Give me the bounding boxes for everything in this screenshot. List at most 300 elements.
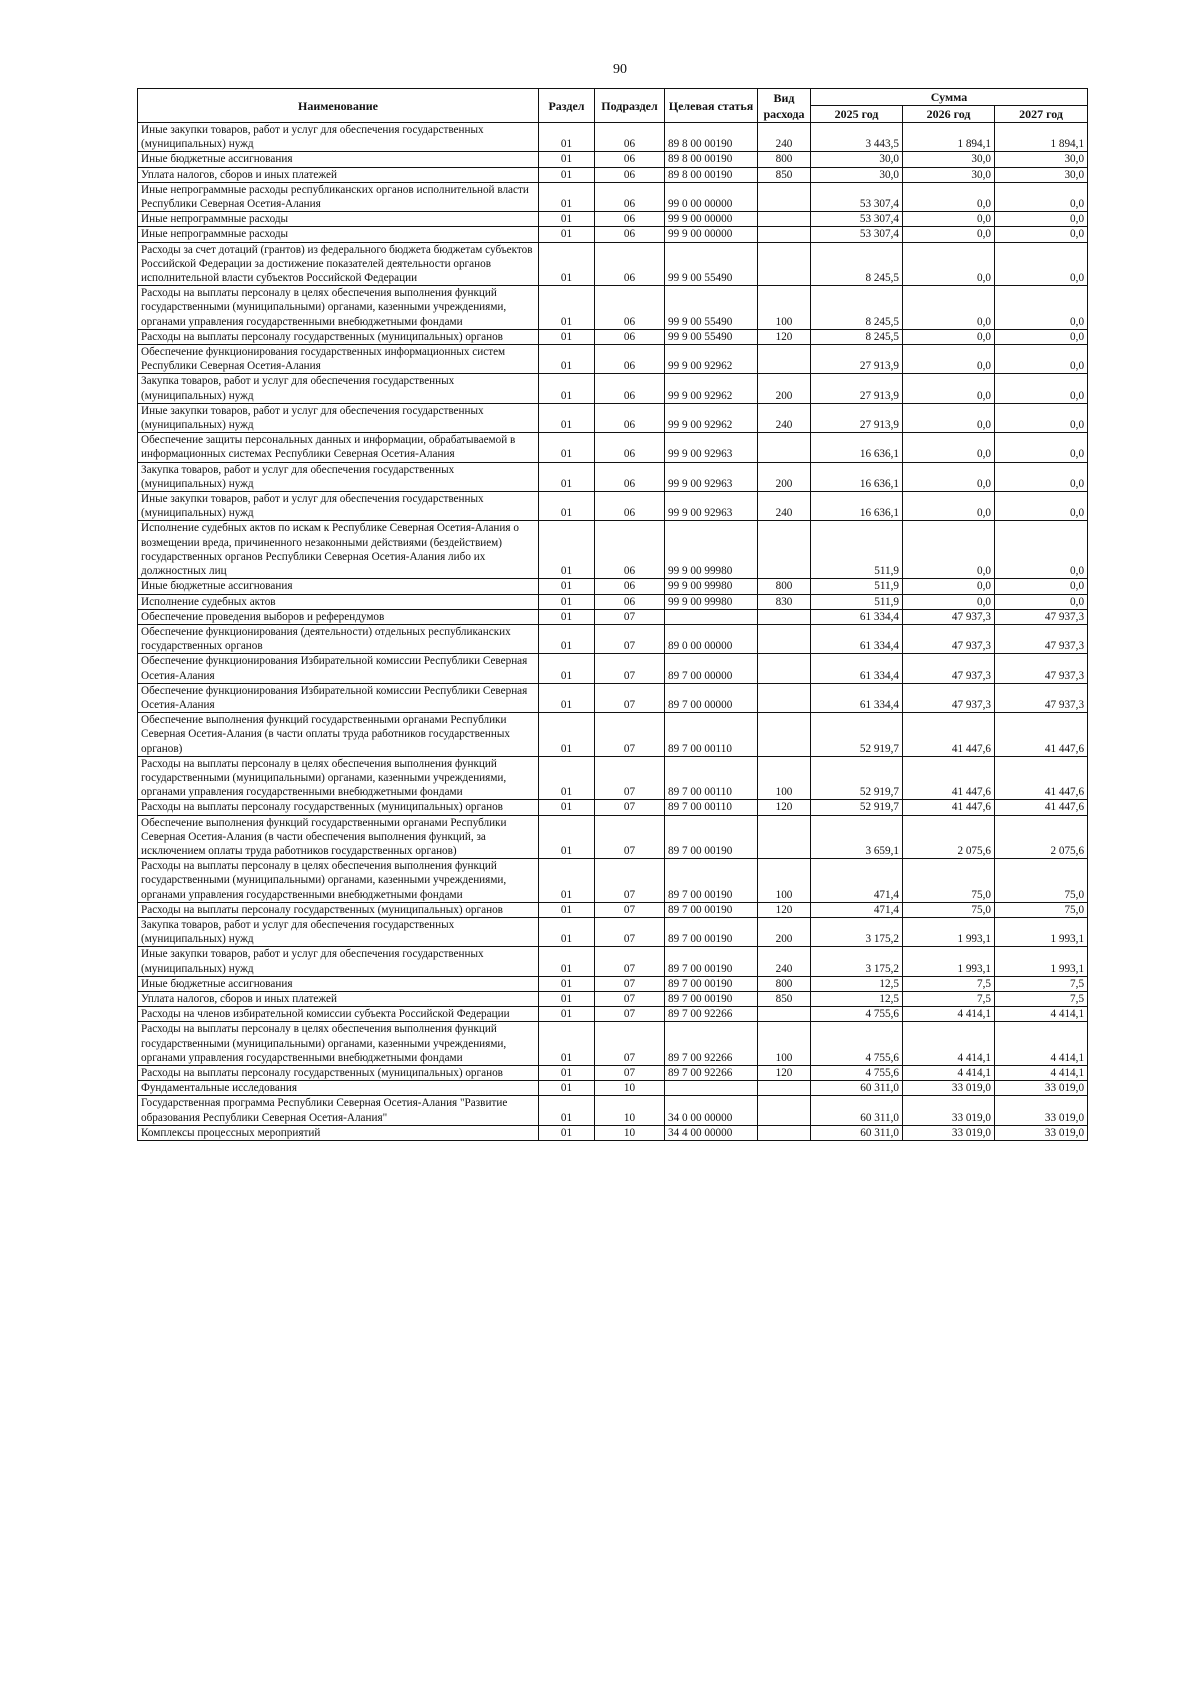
cell-2026: 0,0 (903, 242, 995, 286)
cell-podrazdel: 06 (595, 242, 665, 286)
cell-name: Закупка товаров, работ и услуг для обеспечения государственных (муниципальных) нужд (138, 917, 539, 946)
table-row (138, 654, 1088, 683)
cell-2025: 30,0 (811, 152, 903, 167)
cell-celevaya: 89 7 00 92266 (665, 1007, 758, 1022)
cell-celevaya: 89 8 00 00190 (665, 167, 758, 182)
cell-vid: 200 (758, 917, 811, 946)
cell-podrazdel: 06 (595, 345, 665, 374)
cell-podrazdel: 07 (595, 683, 665, 712)
cell-razdel: 01 (539, 521, 595, 579)
cell-2026: 41 447,6 (903, 756, 995, 800)
cell-podrazdel: 10 (595, 1081, 665, 1096)
cell-podrazdel: 06 (595, 123, 665, 152)
cell-2025: 16 636,1 (811, 462, 903, 491)
header-2027: 2027 год (995, 106, 1088, 123)
cell-celevaya: 89 7 00 00190 (665, 859, 758, 903)
cell-celevaya: 89 7 00 00110 (665, 800, 758, 815)
cell-2026: 30,0 (903, 152, 995, 167)
cell-razdel: 01 (539, 815, 595, 859)
cell-vid (758, 521, 811, 579)
cell-2025: 3 443,5 (811, 123, 903, 152)
cell-vid (758, 433, 811, 462)
cell-name: Исполнение судебных актов по искам к Республике Северная Осетия-Алания о возмещении вреда, причиненного незаконными действиями (бездействием) государственных органов Республики Северная Осетия-Алания либо их должностных лиц (138, 521, 539, 579)
cell-celevaya: 89 7 00 00190 (665, 976, 758, 991)
cell-2026: 4 414,1 (903, 1007, 995, 1022)
cell-celevaya: 99 9 00 00000 (665, 227, 758, 242)
cell-podrazdel: 06 (595, 403, 665, 432)
cell-2027: 0,0 (995, 345, 1088, 374)
cell-2027: 7,5 (995, 976, 1088, 991)
cell-name: Иные бюджетные ассигнования (138, 152, 539, 167)
cell-podrazdel: 06 (595, 492, 665, 521)
header-summa: Сумма (811, 89, 1088, 106)
cell-name: Обеспечение функционирования Избирательной комиссии Республики Северная Осетия-Алания (138, 654, 539, 683)
table-row (138, 1007, 1088, 1022)
cell-celevaya (665, 1081, 758, 1096)
cell-2025: 8 245,5 (811, 242, 903, 286)
table-row (138, 624, 1088, 653)
table-row (138, 756, 1088, 800)
cell-2027: 0,0 (995, 492, 1088, 521)
cell-vid: 120 (758, 800, 811, 815)
cell-celevaya: 89 7 00 00190 (665, 902, 758, 917)
cell-name: Уплата налогов, сборов и иных платежей (138, 167, 539, 182)
cell-2026: 4 414,1 (903, 1022, 995, 1066)
cell-podrazdel: 10 (595, 1125, 665, 1140)
cell-2025: 8 245,5 (811, 329, 903, 344)
cell-name: Обеспечение защиты персональных данных и информации, обрабатываемой в информационных системах Республики Северная Осетия-Алания (138, 433, 539, 462)
cell-2026: 0,0 (903, 594, 995, 609)
cell-2027: 0,0 (995, 374, 1088, 403)
cell-razdel: 01 (539, 1022, 595, 1066)
table-row (138, 902, 1088, 917)
cell-celevaya: 99 9 00 00000 (665, 212, 758, 227)
cell-vid: 120 (758, 902, 811, 917)
cell-vid (758, 1096, 811, 1125)
cell-vid (758, 713, 811, 757)
cell-vid: 100 (758, 756, 811, 800)
cell-name: Обеспечение выполнения функций государственными органами Республики Северная Осетия-Алания (в части оплаты труда работников государственных органов) (138, 713, 539, 757)
cell-2025: 53 307,4 (811, 227, 903, 242)
cell-podrazdel: 06 (595, 521, 665, 579)
cell-vid: 240 (758, 947, 811, 976)
cell-2027: 0,0 (995, 594, 1088, 609)
table-row (138, 403, 1088, 432)
cell-name: Иные закупки товаров, работ и услуг для обеспечения государственных (муниципальных) нужд (138, 492, 539, 521)
cell-name: Обеспечение проведения выборов и референдумов (138, 609, 539, 624)
cell-2025: 16 636,1 (811, 433, 903, 462)
cell-podrazdel: 06 (595, 594, 665, 609)
cell-vid: 240 (758, 123, 811, 152)
cell-2025: 511,9 (811, 521, 903, 579)
cell-celevaya: 34 0 00 00000 (665, 1096, 758, 1125)
table-row (138, 1125, 1088, 1140)
cell-name: Расходы на выплаты персоналу в целях обеспечения выполнения функций государственными (муниципальными) органами, казенными учреждениями, органами управления государственными внебюджетными фондами (138, 1022, 539, 1066)
cell-razdel: 01 (539, 462, 595, 491)
cell-vid (758, 654, 811, 683)
cell-podrazdel: 07 (595, 1022, 665, 1066)
cell-podrazdel: 06 (595, 182, 665, 211)
cell-razdel: 01 (539, 683, 595, 712)
cell-2027: 33 019,0 (995, 1081, 1088, 1096)
cell-vid (758, 683, 811, 712)
cell-2027: 47 937,3 (995, 683, 1088, 712)
cell-2027: 0,0 (995, 242, 1088, 286)
cell-vid: 850 (758, 991, 811, 1006)
cell-razdel: 01 (539, 152, 595, 167)
cell-vid (758, 1007, 811, 1022)
cell-2025: 30,0 (811, 167, 903, 182)
cell-vid: 240 (758, 403, 811, 432)
cell-2027: 1 993,1 (995, 947, 1088, 976)
cell-razdel: 01 (539, 947, 595, 976)
cell-2027: 30,0 (995, 167, 1088, 182)
cell-celevaya: 89 7 00 00190 (665, 917, 758, 946)
cell-razdel: 01 (539, 902, 595, 917)
cell-razdel: 01 (539, 167, 595, 182)
cell-2026: 1 894,1 (903, 123, 995, 152)
cell-2025: 8 245,5 (811, 286, 903, 330)
cell-name: Закупка товаров, работ и услуг для обеспечения государственных (муниципальных) нужд (138, 462, 539, 491)
cell-2027: 0,0 (995, 579, 1088, 594)
cell-2027: 7,5 (995, 991, 1088, 1006)
cell-2027: 0,0 (995, 403, 1088, 432)
cell-name: Иные закупки товаров, работ и услуг для обеспечения государственных (муниципальных) нужд (138, 947, 539, 976)
cell-2026: 1 993,1 (903, 917, 995, 946)
cell-podrazdel: 06 (595, 286, 665, 330)
cell-celevaya: 34 4 00 00000 (665, 1125, 758, 1140)
cell-2026: 4 414,1 (903, 1066, 995, 1081)
cell-2027: 30,0 (995, 152, 1088, 167)
cell-podrazdel: 06 (595, 462, 665, 491)
cell-name: Иные закупки товаров, работ и услуг для обеспечения государственных (муниципальных) нужд (138, 123, 539, 152)
cell-2025: 53 307,4 (811, 212, 903, 227)
cell-celevaya: 99 9 00 92963 (665, 492, 758, 521)
cell-podrazdel: 07 (595, 859, 665, 903)
table-row (138, 594, 1088, 609)
cell-celevaya: 99 9 00 92962 (665, 345, 758, 374)
cell-2027: 47 937,3 (995, 654, 1088, 683)
cell-celevaya: 99 0 00 00000 (665, 182, 758, 211)
cell-vid: 830 (758, 594, 811, 609)
cell-2025: 4 755,6 (811, 1066, 903, 1081)
cell-podrazdel: 07 (595, 609, 665, 624)
cell-2026: 75,0 (903, 859, 995, 903)
cell-name: Обеспечение выполнения функций государственными органами Республики Северная Осетия-Алания (в части обеспечения выполнения функций, за исключением оплаты труда работников государственных органов) (138, 815, 539, 859)
table-row (138, 917, 1088, 946)
table-row (138, 182, 1088, 211)
cell-2027: 1 894,1 (995, 123, 1088, 152)
cell-2026: 0,0 (903, 286, 995, 330)
cell-2027: 47 937,3 (995, 609, 1088, 624)
header-2026: 2026 год (903, 106, 995, 123)
cell-vid (758, 242, 811, 286)
cell-2025: 4 755,6 (811, 1007, 903, 1022)
cell-celevaya: 89 7 00 00000 (665, 654, 758, 683)
cell-vid: 800 (758, 976, 811, 991)
cell-vid: 200 (758, 462, 811, 491)
cell-2026: 0,0 (903, 345, 995, 374)
cell-razdel: 01 (539, 756, 595, 800)
cell-celevaya: 89 8 00 00190 (665, 152, 758, 167)
cell-vid (758, 227, 811, 242)
table-row (138, 579, 1088, 594)
cell-podrazdel: 07 (595, 815, 665, 859)
cell-2025: 3 175,2 (811, 947, 903, 976)
table-row (138, 492, 1088, 521)
table-row (138, 609, 1088, 624)
cell-celevaya: 89 8 00 00190 (665, 123, 758, 152)
cell-2027: 75,0 (995, 859, 1088, 903)
table-row (138, 374, 1088, 403)
table-row (138, 713, 1088, 757)
cell-vid: 120 (758, 1066, 811, 1081)
cell-vid: 200 (758, 374, 811, 403)
cell-vid (758, 1125, 811, 1140)
cell-vid (758, 182, 811, 211)
table-row (138, 1096, 1088, 1125)
cell-razdel: 01 (539, 1066, 595, 1081)
table-row (138, 462, 1088, 491)
cell-2026: 0,0 (903, 403, 995, 432)
table-row (138, 1066, 1088, 1081)
cell-2025: 52 919,7 (811, 713, 903, 757)
table-row (138, 345, 1088, 374)
header-celevaya: Целевая статья (665, 89, 758, 123)
cell-2025: 60 311,0 (811, 1081, 903, 1096)
cell-2025: 12,5 (811, 991, 903, 1006)
cell-2026: 7,5 (903, 976, 995, 991)
cell-razdel: 01 (539, 654, 595, 683)
cell-celevaya: 89 7 00 00190 (665, 947, 758, 976)
cell-2026: 0,0 (903, 212, 995, 227)
table-row (138, 521, 1088, 579)
cell-razdel: 01 (539, 227, 595, 242)
cell-2027: 4 414,1 (995, 1022, 1088, 1066)
cell-podrazdel: 07 (595, 624, 665, 653)
cell-podrazdel: 07 (595, 756, 665, 800)
cell-2025: 471,4 (811, 902, 903, 917)
cell-razdel: 01 (539, 212, 595, 227)
cell-razdel: 01 (539, 492, 595, 521)
cell-2025: 511,9 (811, 579, 903, 594)
cell-razdel: 01 (539, 579, 595, 594)
cell-name: Расходы на выплаты персоналу в целях обеспечения выполнения функций государственными (муниципальными) органами, казенными учреждениями, органами управления государственными внебюджетными фондами (138, 859, 539, 903)
cell-name: Расходы на выплаты персоналу в целях обеспечения выполнения функций государственными (муниципальными) органами, казенными учреждениями, органами управления государственными внебюджетными фондами (138, 286, 539, 330)
cell-2026: 47 937,3 (903, 654, 995, 683)
table-row (138, 800, 1088, 815)
cell-2026: 0,0 (903, 374, 995, 403)
cell-2026: 41 447,6 (903, 800, 995, 815)
cell-2027: 1 993,1 (995, 917, 1088, 946)
cell-razdel: 01 (539, 329, 595, 344)
budget-table (137, 88, 1088, 1141)
cell-2027: 41 447,6 (995, 713, 1088, 757)
cell-razdel: 01 (539, 374, 595, 403)
cell-2027: 0,0 (995, 521, 1088, 579)
cell-celevaya (665, 609, 758, 624)
cell-razdel: 01 (539, 345, 595, 374)
cell-name: Иные бюджетные ассигнования (138, 579, 539, 594)
cell-podrazdel: 06 (595, 433, 665, 462)
cell-razdel: 01 (539, 1081, 595, 1096)
cell-celevaya: 99 9 00 92962 (665, 374, 758, 403)
cell-podrazdel: 07 (595, 713, 665, 757)
cell-2027: 0,0 (995, 433, 1088, 462)
cell-celevaya: 99 9 00 92963 (665, 433, 758, 462)
cell-2027: 4 414,1 (995, 1066, 1088, 1081)
cell-2026: 41 447,6 (903, 713, 995, 757)
header-name: Наименование (138, 89, 539, 123)
cell-podrazdel: 06 (595, 374, 665, 403)
cell-celevaya: 99 9 00 99980 (665, 579, 758, 594)
cell-podrazdel: 07 (595, 800, 665, 815)
cell-celevaya: 89 7 00 00110 (665, 713, 758, 757)
table-row (138, 242, 1088, 286)
cell-podrazdel: 07 (595, 976, 665, 991)
page-number: 90 (613, 62, 627, 77)
cell-2025: 27 913,9 (811, 374, 903, 403)
table-header (138, 89, 1088, 123)
header-2025: 2025 год (811, 106, 903, 123)
cell-2027: 0,0 (995, 462, 1088, 491)
cell-vid (758, 609, 811, 624)
cell-razdel: 01 (539, 242, 595, 286)
cell-name: Закупка товаров, работ и услуг для обеспечения государственных (муниципальных) нужд (138, 374, 539, 403)
table-row (138, 947, 1088, 976)
cell-2026: 75,0 (903, 902, 995, 917)
cell-2026: 0,0 (903, 462, 995, 491)
table-row (138, 123, 1088, 152)
cell-vid: 850 (758, 167, 811, 182)
cell-razdel: 01 (539, 624, 595, 653)
table-row (138, 859, 1088, 903)
cell-2027: 75,0 (995, 902, 1088, 917)
cell-2026: 33 019,0 (903, 1096, 995, 1125)
cell-2025: 16 636,1 (811, 492, 903, 521)
cell-2025: 3 175,2 (811, 917, 903, 946)
cell-vid: 100 (758, 1022, 811, 1066)
table-row (138, 976, 1088, 991)
cell-2027: 0,0 (995, 329, 1088, 344)
cell-celevaya: 99 9 00 55490 (665, 329, 758, 344)
cell-2026: 7,5 (903, 991, 995, 1006)
cell-2025: 61 334,4 (811, 654, 903, 683)
cell-2026: 0,0 (903, 227, 995, 242)
cell-2027: 33 019,0 (995, 1125, 1088, 1140)
cell-name: Исполнение судебных актов (138, 594, 539, 609)
cell-name: Расходы на выплаты персоналу государственных (муниципальных) органов (138, 800, 539, 815)
cell-name: Государственная программа Республики Северная Осетия-Алания "Развитие образования Республики Северная Осетия-Алания" (138, 1096, 539, 1125)
cell-razdel: 01 (539, 433, 595, 462)
cell-2025: 471,4 (811, 859, 903, 903)
cell-name: Расходы на выплаты персоналу государственных (муниципальных) органов (138, 1066, 539, 1081)
cell-celevaya: 89 7 00 00110 (665, 756, 758, 800)
cell-2027: 0,0 (995, 286, 1088, 330)
cell-celevaya: 99 9 00 99980 (665, 521, 758, 579)
cell-podrazdel: 10 (595, 1096, 665, 1125)
cell-2025: 60 311,0 (811, 1096, 903, 1125)
cell-podrazdel: 07 (595, 1066, 665, 1081)
cell-podrazdel: 06 (595, 227, 665, 242)
cell-podrazdel: 06 (595, 579, 665, 594)
cell-name: Расходы на выплаты персоналу государственных (муниципальных) органов (138, 902, 539, 917)
cell-2027: 41 447,6 (995, 756, 1088, 800)
cell-2027: 0,0 (995, 212, 1088, 227)
cell-2027: 4 414,1 (995, 1007, 1088, 1022)
table-row (138, 683, 1088, 712)
cell-razdel: 01 (539, 594, 595, 609)
cell-podrazdel: 07 (595, 947, 665, 976)
cell-razdel: 01 (539, 609, 595, 624)
cell-razdel: 01 (539, 1096, 595, 1125)
cell-vid (758, 815, 811, 859)
table-row (138, 212, 1088, 227)
cell-2026: 0,0 (903, 492, 995, 521)
cell-2026: 0,0 (903, 433, 995, 462)
header-razdel: Раздел (539, 89, 595, 123)
cell-2025: 60 311,0 (811, 1125, 903, 1140)
table-row (138, 286, 1088, 330)
cell-celevaya: 99 9 00 92963 (665, 462, 758, 491)
cell-2025: 53 307,4 (811, 182, 903, 211)
cell-2027: 33 019,0 (995, 1096, 1088, 1125)
cell-2027: 0,0 (995, 227, 1088, 242)
cell-vid (758, 345, 811, 374)
cell-name: Комплексы процессных мероприятий (138, 1125, 539, 1140)
cell-podrazdel: 07 (595, 917, 665, 946)
cell-2026: 47 937,3 (903, 624, 995, 653)
cell-celevaya: 89 7 00 00000 (665, 683, 758, 712)
cell-2026: 1 993,1 (903, 947, 995, 976)
cell-name: Иные бюджетные ассигнования (138, 976, 539, 991)
cell-2026: 0,0 (903, 521, 995, 579)
table-row (138, 991, 1088, 1006)
cell-vid (758, 212, 811, 227)
cell-podrazdel: 07 (595, 991, 665, 1006)
cell-2025: 4 755,6 (811, 1022, 903, 1066)
cell-2027: 2 075,6 (995, 815, 1088, 859)
cell-name: Иные непрограммные расходы республиканских органов исполнительной власти Республики Северная Осетия-Алания (138, 182, 539, 211)
cell-2025: 61 334,4 (811, 609, 903, 624)
cell-vid: 800 (758, 152, 811, 167)
cell-2026: 2 075,6 (903, 815, 995, 859)
cell-name: Обеспечение функционирования государственных информационных систем Республики Северная Осетия-Алания (138, 345, 539, 374)
cell-celevaya: 99 9 00 92962 (665, 403, 758, 432)
cell-vid: 100 (758, 859, 811, 903)
cell-2026: 47 937,3 (903, 609, 995, 624)
cell-celevaya: 89 7 00 00190 (665, 815, 758, 859)
cell-razdel: 01 (539, 800, 595, 815)
cell-2026: 33 019,0 (903, 1081, 995, 1096)
cell-2027: 41 447,6 (995, 800, 1088, 815)
table-row (138, 329, 1088, 344)
cell-podrazdel: 07 (595, 1007, 665, 1022)
cell-name: Обеспечение функционирования Избирательной комиссии Республики Северная Осетия-Алания (138, 683, 539, 712)
cell-2025: 12,5 (811, 976, 903, 991)
cell-razdel: 01 (539, 917, 595, 946)
cell-vid: 800 (758, 579, 811, 594)
cell-2025: 27 913,9 (811, 345, 903, 374)
cell-name: Расходы на членов избирательной комиссии субъекта Российской Федерации (138, 1007, 539, 1022)
cell-name: Иные непрограммные расходы (138, 212, 539, 227)
cell-podrazdel: 07 (595, 902, 665, 917)
cell-2025: 511,9 (811, 594, 903, 609)
cell-2027: 0,0 (995, 182, 1088, 211)
cell-2026: 0,0 (903, 329, 995, 344)
cell-celevaya: 89 7 00 92266 (665, 1066, 758, 1081)
cell-podrazdel: 07 (595, 654, 665, 683)
